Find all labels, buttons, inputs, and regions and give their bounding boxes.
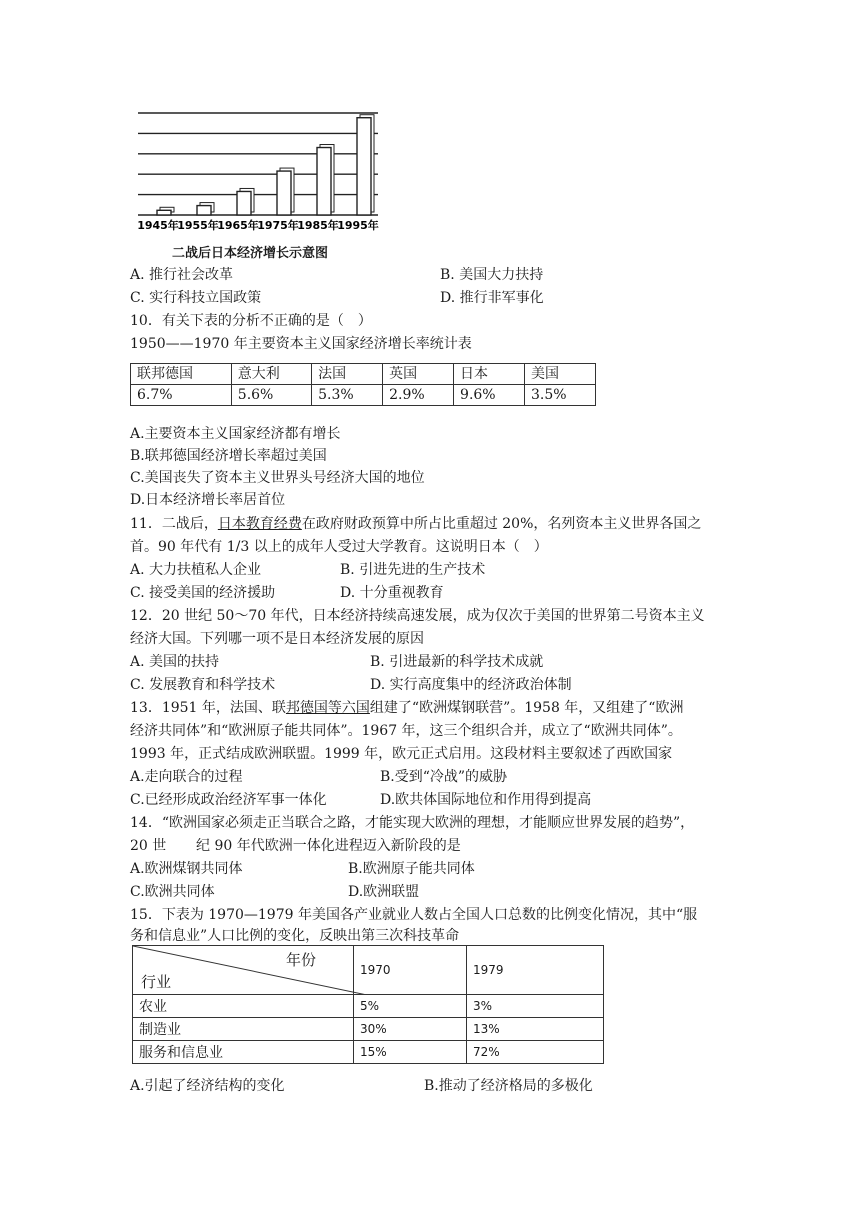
table-row xyxy=(133,1041,604,1064)
q9-option-b[interactable]: B. 美国大力扶持 xyxy=(440,267,544,283)
table-row xyxy=(133,1018,604,1041)
q15-stem-line2: 务和信息业”人口比例的变化，反映出第三次科技革命 xyxy=(130,928,460,944)
table-header-cell: 英国 xyxy=(383,364,454,385)
q15-stem: 15．下表为 1970—1979 年美国各产业就业人数占全国人口总数的比例变化情况，其中“服 xyxy=(130,907,698,923)
q14-option-d[interactable]: D.欧洲联盟 xyxy=(348,884,420,900)
q11-stem: 11．二战后，日本教育经费在政府财政预算中所占比重超过 20%，名列资本主义世界各国之 xyxy=(130,516,702,532)
table-cell: 5.3% xyxy=(312,385,383,406)
q13-option-d[interactable]: D.欧共体国际地位和作用得到提高 xyxy=(380,792,592,808)
q15-option-b[interactable]: B.推动了经济格局的多极化 xyxy=(424,1078,593,1094)
q12-option-d[interactable]: D. 实行高度集中的经济政治体制 xyxy=(370,677,572,693)
table-cell: 5.6% xyxy=(231,385,311,406)
table-header-row xyxy=(131,364,596,385)
q11-stem-line2: 首。90 年代有 1/3 以上的成年人受过大学教育。这说明日本（ ） xyxy=(130,539,548,555)
table-cell: 30% xyxy=(354,1018,467,1041)
q15-option-a[interactable]: A.引起了经济结构的变化 xyxy=(130,1078,285,1094)
q9-option-a[interactable]: A. 推行社会改革 xyxy=(130,267,234,283)
chart-bar xyxy=(197,206,211,215)
q14-option-b[interactable]: B.欧洲原子能共同体 xyxy=(348,861,475,877)
q13-option-c[interactable]: C.已经形成政治经济军事一体化 xyxy=(130,792,327,808)
table-cell: 13% xyxy=(467,1018,604,1041)
q14-option-c[interactable]: C.欧洲共同体 xyxy=(130,884,215,900)
table-cell: 制造业 xyxy=(133,1018,354,1041)
q14-option-a[interactable]: A.欧洲煤钢共同体 xyxy=(130,861,243,877)
table-header-cell: 美国 xyxy=(525,364,596,385)
table-header-cell: 1970 xyxy=(354,946,467,995)
corner-year-label: 年份 xyxy=(286,951,317,969)
q10-option-b[interactable]: B.联邦德国经济增长率超过美国 xyxy=(130,448,327,464)
q9-option-d[interactable]: D. 推行非军事化 xyxy=(440,290,544,306)
table-cell: 3% xyxy=(467,995,604,1018)
q10-option-c[interactable]: C.美国丧失了资本主义世界头号经济大国的地位 xyxy=(130,470,425,486)
chart-bar xyxy=(277,171,291,215)
chart-bar xyxy=(357,118,371,215)
q12-stem-line2: 经济大国。下列哪一项不是日本经济发展的原因 xyxy=(130,631,424,647)
chart-x-tick-label: 1975年 xyxy=(257,219,299,232)
employment-table xyxy=(132,945,604,1064)
table-row xyxy=(131,385,596,406)
table-header-cell: 法国 xyxy=(312,364,383,385)
growth-rate-table xyxy=(130,363,596,406)
table-cell: 服务和信息业 xyxy=(133,1041,354,1064)
table-cell: 5% xyxy=(354,995,467,1018)
q10-table-title: 1950——1970 年主要资本主义国家经济增长率统计表 xyxy=(130,336,472,352)
q12-option-b[interactable]: B. 引进最新的科学技术成就 xyxy=(370,654,544,670)
q9-option-c[interactable]: C. 实行科技立国政策 xyxy=(130,290,262,306)
q14-stem: 14．“欧洲国家必须走正当联合之路，才能实现大欧洲的理想，才能顺应世界发展的趋势”， xyxy=(130,815,695,831)
q14-stem-line2a: 20 世 xyxy=(130,838,167,854)
q11-option-a[interactable]: A. 大力扶植私人企业 xyxy=(130,562,262,578)
chart-bar xyxy=(157,210,171,215)
chart-x-tick-label: 1945年 xyxy=(137,219,179,232)
q10-stem: 10．有关下表的分析不正确的是（ ） xyxy=(130,313,372,329)
corner-industry-label: 行业 xyxy=(141,973,172,991)
chart-x-tick-label: 1965年 xyxy=(217,219,259,232)
q13-stem-line3: 1993 年，正式结成欧洲联盟。1999 年，欧元正式启用。这段材料主要叙述了西欧国家 xyxy=(130,746,673,762)
chart-caption: 二战后日本经济增长示意图 xyxy=(172,246,329,261)
q13-option-a[interactable]: A.走向联合的过程 xyxy=(130,769,243,785)
q13-option-b[interactable]: B.受到“冷战”的威胁 xyxy=(380,769,508,785)
table-row xyxy=(133,995,604,1018)
q10-option-d[interactable]: D.日本经济增长率居首位 xyxy=(130,492,286,508)
chart-x-tick-label: 1955年 xyxy=(177,219,219,232)
japan-economy-chart xyxy=(130,105,395,265)
q12-option-a[interactable]: A. 美国的扶持 xyxy=(130,654,220,670)
table-header-cell: 联邦德国 xyxy=(131,364,232,385)
table-header-cell: 1979 xyxy=(467,946,604,995)
q11-option-b[interactable]: B. 引进先进的生产技术 xyxy=(340,562,486,578)
chart-bar xyxy=(317,148,331,215)
q12-option-c[interactable]: C. 发展教育和科学技术 xyxy=(130,677,276,693)
q10-option-a[interactable]: A.主要资本主义国家经济都有增长 xyxy=(130,426,341,442)
table-cell: 2.9% xyxy=(383,385,454,406)
table-cell: 农业 xyxy=(133,995,354,1018)
q12-stem: 12．20 世纪 50～70 年代，日本经济持续高速发展，成为仅次于美国的世界第二号资本主义 xyxy=(130,608,705,624)
table-header-row xyxy=(133,946,604,995)
q14-stem-line2b: 纪 90 年代欧洲一体化进程迈入新阶段的是 xyxy=(196,838,461,854)
table-cell: 72% xyxy=(467,1041,604,1064)
table-cell: 9.6% xyxy=(454,385,525,406)
q11-option-d[interactable]: D. 十分重视教育 xyxy=(340,585,444,601)
table-header-cell: 日本 xyxy=(454,364,525,385)
chart-bar xyxy=(237,191,251,215)
table-cell: 6.7% xyxy=(131,385,232,406)
q13-stem: 13．1951 年，法国、联邦德国等六国组建了“欧洲煤钢联营”。1958 年，又组建了“欧洲 xyxy=(130,700,684,716)
q11-option-c[interactable]: C. 接受美国的经济援助 xyxy=(130,585,276,601)
table-cell: 15% xyxy=(354,1041,467,1064)
table-corner-cell xyxy=(133,946,354,995)
chart-x-tick-label: 1985年 xyxy=(297,219,339,232)
q13-stem-line2: 经济共同体”和“欧洲原子能共同体”。1967 年，这三个组织合并，成立了“欧洲共同体”。 xyxy=(130,723,682,739)
table-header-cell: 意大利 xyxy=(231,364,311,385)
table-cell: 3.5% xyxy=(525,385,596,406)
chart-x-tick-label: 1995年 xyxy=(337,219,379,232)
